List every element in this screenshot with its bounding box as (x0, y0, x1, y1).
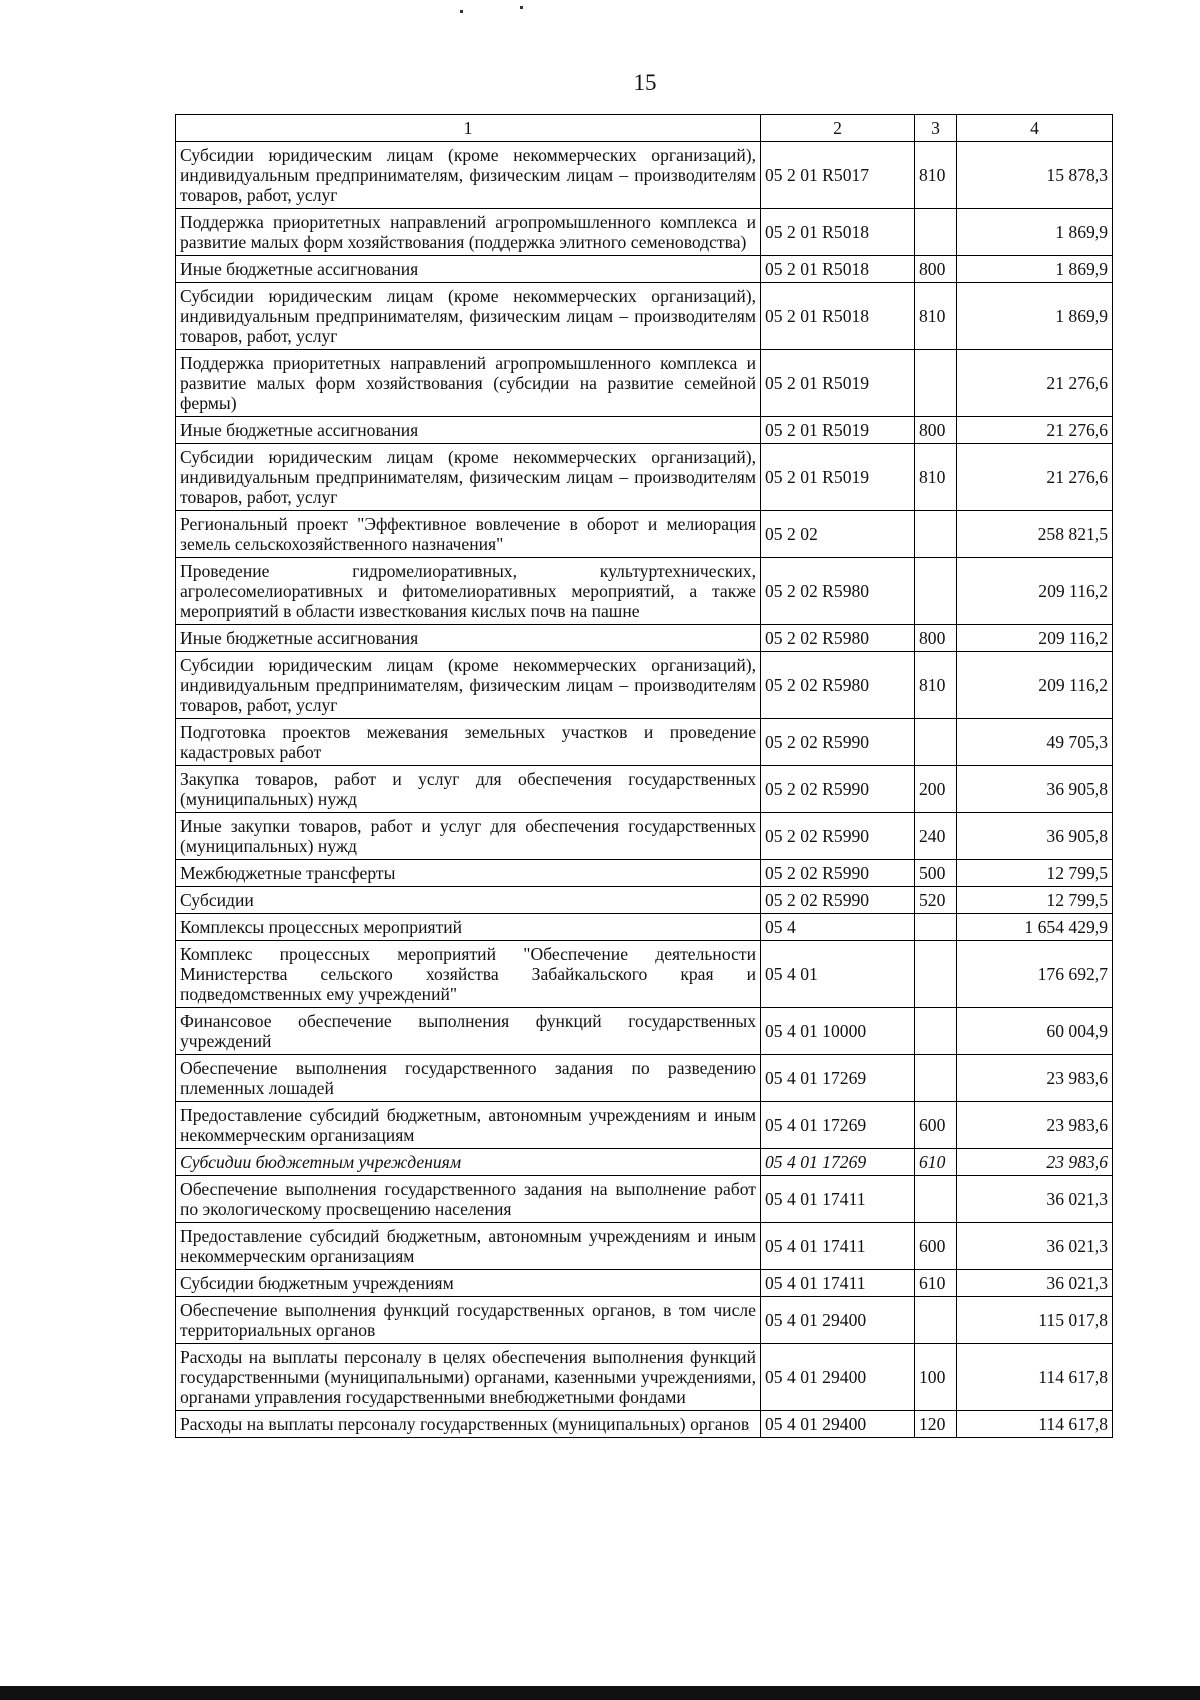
row-description: Обеспечение выполнения государственного задания по разведению племенных лошадей (176, 1055, 761, 1102)
row-expense-type: 810 (915, 142, 957, 209)
row-code: 05 4 (761, 914, 915, 941)
row-amount: 115 017,8 (957, 1297, 1113, 1344)
table-row (176, 1411, 1113, 1438)
row-amount: 1 869,9 (957, 256, 1113, 283)
table-row (176, 1176, 1113, 1223)
row-description: Субсидии (176, 887, 761, 914)
row-code: 05 2 01 R5019 (761, 417, 915, 444)
row-code: 05 2 02 R5990 (761, 887, 915, 914)
row-amount: 1 869,9 (957, 209, 1113, 256)
row-code: 05 4 01 29400 (761, 1297, 915, 1344)
row-amount: 23 983,6 (957, 1102, 1113, 1149)
column-header-3: 3 (915, 115, 957, 142)
row-code: 05 2 01 R5018 (761, 283, 915, 350)
table-row (176, 1055, 1113, 1102)
row-description: Субсидии юридическим лицам (кроме некоммерческих организаций), индивидуальным предпринимателям, физическим лицам – производителям товаров, работ, услуг (176, 652, 761, 719)
table-row (176, 941, 1113, 1008)
row-expense-type: 810 (915, 652, 957, 719)
table-body (176, 142, 1113, 1438)
table-row (176, 719, 1113, 766)
row-code: 05 4 01 17411 (761, 1223, 915, 1270)
scan-artifact (520, 6, 523, 9)
row-code: 05 2 02 (761, 511, 915, 558)
row-amount: 209 116,2 (957, 625, 1113, 652)
row-amount: 209 116,2 (957, 558, 1113, 625)
row-expense-type (915, 1055, 957, 1102)
row-code: 05 2 01 R5017 (761, 142, 915, 209)
row-description: Проведение гидромелиоративных, культуртехнических, агролесомелиоративных и фитомелиоративных мероприятий, а также мероприятий в области известкования кислых почв на пашне (176, 558, 761, 625)
row-code: 05 4 01 17411 (761, 1176, 915, 1223)
row-description: Обеспечение выполнения функций государственных органов, в том числе территориальных органов (176, 1297, 761, 1344)
row-description: Субсидии юридическим лицам (кроме некоммерческих организаций), индивидуальным предпринимателям, физическим лицам – производителям товаров, работ, услуг (176, 444, 761, 511)
row-code: 05 2 02 R5990 (761, 719, 915, 766)
row-code: 05 2 02 R5980 (761, 558, 915, 625)
row-amount: 114 617,8 (957, 1344, 1113, 1411)
row-amount: 15 878,3 (957, 142, 1113, 209)
row-description: Межбюджетные трансферты (176, 860, 761, 887)
row-expense-type (915, 1297, 957, 1344)
page-number: 15 (633, 70, 657, 95)
row-expense-type: 520 (915, 887, 957, 914)
row-code: 05 2 01 R5018 (761, 209, 915, 256)
row-amount: 114 617,8 (957, 1411, 1113, 1438)
table-row (176, 1102, 1113, 1149)
row-amount: 12 799,5 (957, 860, 1113, 887)
row-code: 05 4 01 (761, 941, 915, 1008)
table-row (176, 813, 1113, 860)
row-expense-type (915, 511, 957, 558)
row-expense-type: 800 (915, 417, 957, 444)
row-code: 05 4 01 29400 (761, 1411, 915, 1438)
table-row (176, 558, 1113, 625)
column-header-1: 1 (176, 115, 761, 142)
row-expense-type: 810 (915, 444, 957, 511)
table-row (176, 1223, 1113, 1270)
row-description: Иные бюджетные ассигнования (176, 625, 761, 652)
row-expense-type: 500 (915, 860, 957, 887)
table-row (176, 511, 1113, 558)
row-expense-type: 800 (915, 256, 957, 283)
row-description: Субсидии бюджетным учреждениям (176, 1149, 761, 1176)
row-expense-type (915, 1176, 957, 1223)
row-description: Иные закупки товаров, работ и услуг для обеспечения государственных (муниципальных) нужд (176, 813, 761, 860)
row-code: 05 2 01 R5019 (761, 350, 915, 417)
row-expense-type: 120 (915, 1411, 957, 1438)
table-row (176, 417, 1113, 444)
row-amount: 60 004,9 (957, 1008, 1113, 1055)
row-expense-type (915, 209, 957, 256)
row-expense-type: 200 (915, 766, 957, 813)
table-row (176, 209, 1113, 256)
row-code: 05 4 01 17269 (761, 1102, 915, 1149)
table-row (176, 860, 1113, 887)
row-code: 05 2 02 R5990 (761, 813, 915, 860)
scan-edge (0, 1686, 1200, 1700)
row-expense-type: 610 (915, 1270, 957, 1297)
row-amount: 36 021,3 (957, 1176, 1113, 1223)
row-amount: 36 021,3 (957, 1223, 1113, 1270)
row-code: 05 2 02 R5980 (761, 625, 915, 652)
row-amount: 49 705,3 (957, 719, 1113, 766)
budget-table (175, 114, 1113, 1438)
row-amount: 21 276,6 (957, 444, 1113, 511)
row-code: 05 4 01 29400 (761, 1344, 915, 1411)
row-expense-type: 240 (915, 813, 957, 860)
row-description: Закупка товаров, работ и услуг для обеспечения государственных (муниципальных) нужд (176, 766, 761, 813)
row-expense-type (915, 350, 957, 417)
row-amount: 23 983,6 (957, 1149, 1113, 1176)
row-expense-type: 810 (915, 283, 957, 350)
row-description: Субсидии бюджетным учреждениям (176, 1270, 761, 1297)
row-description: Подготовка проектов межевания земельных участков и проведение кадастровых работ (176, 719, 761, 766)
row-description: Субсидии юридическим лицам (кроме некоммерческих организаций), индивидуальным предпринимателям, физическим лицам – производителям товаров, работ, услуг (176, 283, 761, 350)
row-amount: 36 021,3 (957, 1270, 1113, 1297)
row-expense-type (915, 558, 957, 625)
row-description: Финансовое обеспечение выполнения функций государственных учреждений (176, 1008, 761, 1055)
scan-artifact (460, 10, 463, 13)
row-code: 05 2 02 R5990 (761, 860, 915, 887)
row-expense-type (915, 941, 957, 1008)
table-row (176, 256, 1113, 283)
row-code: 05 4 01 17411 (761, 1270, 915, 1297)
row-amount: 12 799,5 (957, 887, 1113, 914)
row-code: 05 4 01 10000 (761, 1008, 915, 1055)
table-row (176, 914, 1113, 941)
table-row (176, 1149, 1113, 1176)
row-amount: 21 276,6 (957, 350, 1113, 417)
row-expense-type: 100 (915, 1344, 957, 1411)
table-row (176, 766, 1113, 813)
table-row (176, 1270, 1113, 1297)
row-amount: 209 116,2 (957, 652, 1113, 719)
row-description: Субсидии юридическим лицам (кроме некоммерческих организаций), индивидуальным предпринимателям, физическим лицам – производителям товаров, работ, услуг (176, 142, 761, 209)
row-amount: 36 905,8 (957, 813, 1113, 860)
row-expense-type: 600 (915, 1102, 957, 1149)
row-description: Региональный проект "Эффективное вовлечение в оборот и мелиорация земель сельскохозяйственного назначения" (176, 511, 761, 558)
row-code: 05 2 01 R5019 (761, 444, 915, 511)
table-row (176, 444, 1113, 511)
table-row (176, 887, 1113, 914)
row-code: 05 4 01 17269 (761, 1055, 915, 1102)
column-header-2: 2 (761, 115, 915, 142)
row-description: Иные бюджетные ассигнования (176, 256, 761, 283)
row-description: Расходы на выплаты персоналу государственных (муниципальных) органов (176, 1411, 761, 1438)
row-amount: 1 654 429,9 (957, 914, 1113, 941)
table-row (176, 283, 1113, 350)
row-description: Поддержка приоритетных направлений агропромышленного комплекса и развитие малых форм хозяйствования (субсидии на развитие семейной фермы) (176, 350, 761, 417)
row-code: 05 2 02 R5980 (761, 652, 915, 719)
row-code: 05 2 01 R5018 (761, 256, 915, 283)
row-expense-type: 610 (915, 1149, 957, 1176)
row-expense-type: 800 (915, 625, 957, 652)
row-expense-type: 600 (915, 1223, 957, 1270)
column-header-4: 4 (957, 115, 1113, 142)
table-row (176, 1008, 1113, 1055)
table-row (176, 350, 1113, 417)
row-description: Расходы на выплаты персоналу в целях обеспечения выполнения функций государственными (муниципальными) органами, казенными учреждениями, органами управления государственными внебюджетными фондами (176, 1344, 761, 1411)
table-row (176, 625, 1113, 652)
row-amount: 36 905,8 (957, 766, 1113, 813)
row-expense-type (915, 1008, 957, 1055)
table-row (176, 142, 1113, 209)
row-description: Обеспечение выполнения государственного задания на выполнение работ по экологическому просвещению населения (176, 1176, 761, 1223)
row-amount: 1 869,9 (957, 283, 1113, 350)
row-expense-type (915, 719, 957, 766)
row-expense-type (915, 914, 957, 941)
row-description: Иные бюджетные ассигнования (176, 417, 761, 444)
row-description: Комплексы процессных мероприятий (176, 914, 761, 941)
table-row (176, 1297, 1113, 1344)
table-row (176, 652, 1113, 719)
row-amount: 176 692,7 (957, 941, 1113, 1008)
table-row (176, 1344, 1113, 1411)
row-amount: 258 821,5 (957, 511, 1113, 558)
row-description: Предоставление субсидий бюджетным, автономным учреждениям и иным некоммерческим организациям (176, 1102, 761, 1149)
row-description: Поддержка приоритетных направлений агропромышленного комплекса и развитие малых форм хозяйствования (поддержка элитного семеноводства) (176, 209, 761, 256)
row-description: Комплекс процессных мероприятий "Обеспечение деятельности Министерства сельского хозяйства Забайкальского края и подведомственных ему учреждений" (176, 941, 761, 1008)
row-amount: 21 276,6 (957, 417, 1113, 444)
row-description: Предоставление субсидий бюджетным, автономным учреждениям и иным некоммерческим организациям (176, 1223, 761, 1270)
row-code: 05 2 02 R5990 (761, 766, 915, 813)
row-amount: 23 983,6 (957, 1055, 1113, 1102)
table-header-row (176, 115, 1113, 142)
row-code: 05 4 01 17269 (761, 1149, 915, 1176)
